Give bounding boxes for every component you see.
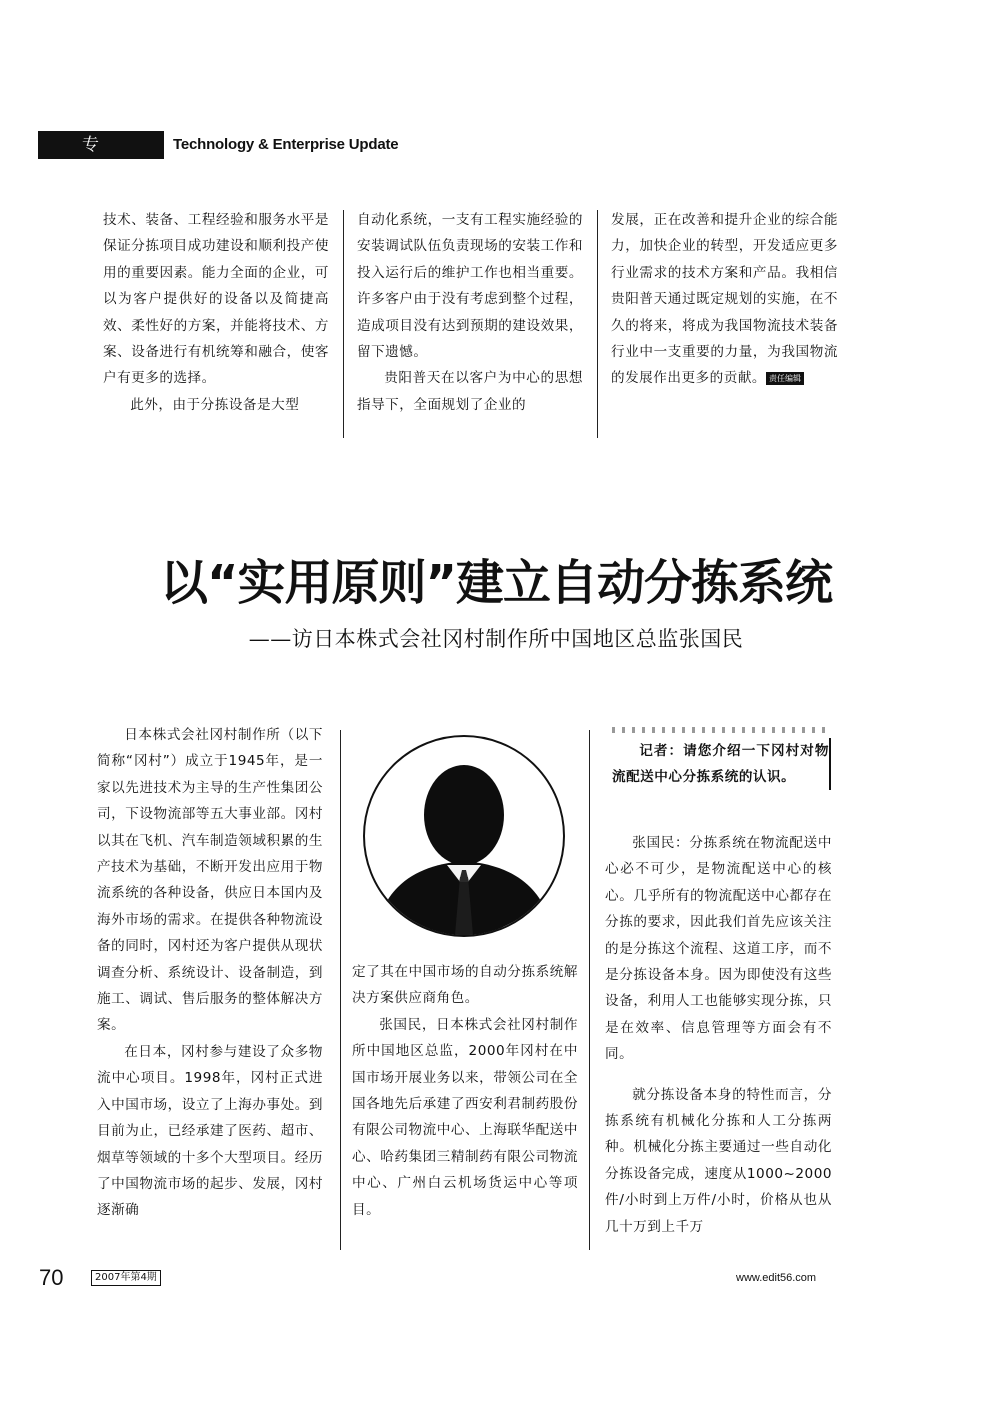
interviewee-portrait	[363, 735, 565, 937]
column-divider	[340, 730, 341, 1250]
question-text: 记者：请您介绍一下冈村对物流配送中心分拣系统的认识。	[612, 743, 829, 785]
column-divider	[343, 210, 344, 438]
article-title: 以“实用原则”建立自动分拣系统	[159, 555, 833, 611]
section-label-en: Technology & Enterprise Update	[173, 136, 399, 153]
paragraph: 技术、装备、工程经验和服务水平是保证分拣项目成功建设和顺利投产使用的重要因素。能力全面的企业，可以为客户提供好的设备以及简捷高效、柔性好的方案，并能将技术、方案、设备进行有机统筹和融合，使客户有更多的选择。	[103, 212, 329, 387]
top-column-1	[103, 207, 329, 418]
paragraph: 自动化系统，一支有工程实施经验的安装调试队伍负责现场的安装工作和投入运行后的维护工作也相当重要。许多客户由于没有考虑到整个过程，造成项目没有达到预期的建设效果，留下遗憾。	[357, 212, 583, 361]
paragraph: 此外，由于分拣设备是大型	[130, 396, 300, 413]
bottom-column-2	[352, 959, 578, 1223]
reporter-question	[612, 738, 831, 790]
paragraph-text: 发展，正在改善和提升企业的综合能力，加快企业的转型，开发适应更多行业需求的技术方案和产品。我相信贵阳普天通过既定规划的实施，在不久的将来，将成为我国物流技术装备行业中一支重要的力量，为我国物流的发展作出更多的贡献。	[611, 212, 838, 387]
website-url: www.edit56.com	[736, 1272, 817, 1284]
page-number: 70	[39, 1265, 64, 1290]
bottom-column-3	[605, 830, 832, 1240]
portrait-silhouette-icon	[365, 737, 563, 935]
editor-end-mark: 责任编辑	[766, 372, 804, 385]
paragraph: 张国民，日本株式会社冈村制作所中国地区总监，2000年冈村在中国市场开展业务以来，带领公司在全国各地先后承建了西安利君制药股份有限公司物流中心、上海联华配送中心、哈药集团三精制药有限公司物流中心、广州白云机场货运中心等项目。	[352, 1016, 578, 1218]
paragraph: 定了其在中国市场的自动分拣系统解决方案供应商角色。	[352, 964, 578, 1007]
column-divider	[589, 730, 590, 1250]
paragraph: 贵阳普天在以客户为中心的思想指导下，全面规划了企业的	[357, 370, 583, 413]
paragraph: 在日本，冈村参与建设了众多物流中心项目。1998年，冈村正式进入中国市场，设立了上海办事处。到目前为止，已经承建了医药、超市、烟草等领域的十多个大型项目。经历了中国物流市场的起步、发展，冈村逐渐确	[97, 1043, 323, 1219]
top-column-3	[611, 207, 838, 392]
paragraph: 日本株式会社冈村制作所（以下简称“冈村”）成立于1945年，是一家以先进技术为主导的生产性集团公司，下设物流部等五大事业部。冈村以其在飞机、汽车制造领域积累的生产技术为基础，不断开发出应用于物流系统的各种设备，供应日本国内及海外市场的需求。在提供各种物流设备的同时，冈村还为客户提供从现状调查分析、系统设计、设备制造，到施工、调试、售后服务的整体解决方案。	[97, 727, 323, 1034]
top-column-2	[357, 207, 583, 418]
article-subtitle: ——访日本株式会社冈村制作所中国地区总监张国民	[248, 627, 744, 651]
paragraph: 张国民：分拣系统在物流配送中心必不可少，是物流配送中心的核心。几乎所有的物流配送中心都存在分拣的要求，因此我们首先应该关注的是分拣这个流程、这道工序，而不是分拣设备本身。因为即使没有这些设备，利用人工也能够实现分拣，只是在效率、信息管理等方面会有不同。	[605, 835, 832, 1063]
issue-label: 2007年第4期	[91, 1270, 161, 1286]
section-label-cn: 专题	[38, 135, 129, 183]
bottom-column-1	[97, 722, 323, 1224]
column-divider	[597, 210, 598, 438]
paragraph	[611, 207, 838, 392]
paragraph: 就分拣设备本身的特性而言，分拣系统有机械化分拣和人工分拣两种。机械化分拣主要通过一些自动化分拣设备完成，速度从1000~2000件/小时到上万件/小时，价格从也从几十万到上千万	[605, 1086, 832, 1235]
question-dotted-rule	[612, 727, 832, 733]
